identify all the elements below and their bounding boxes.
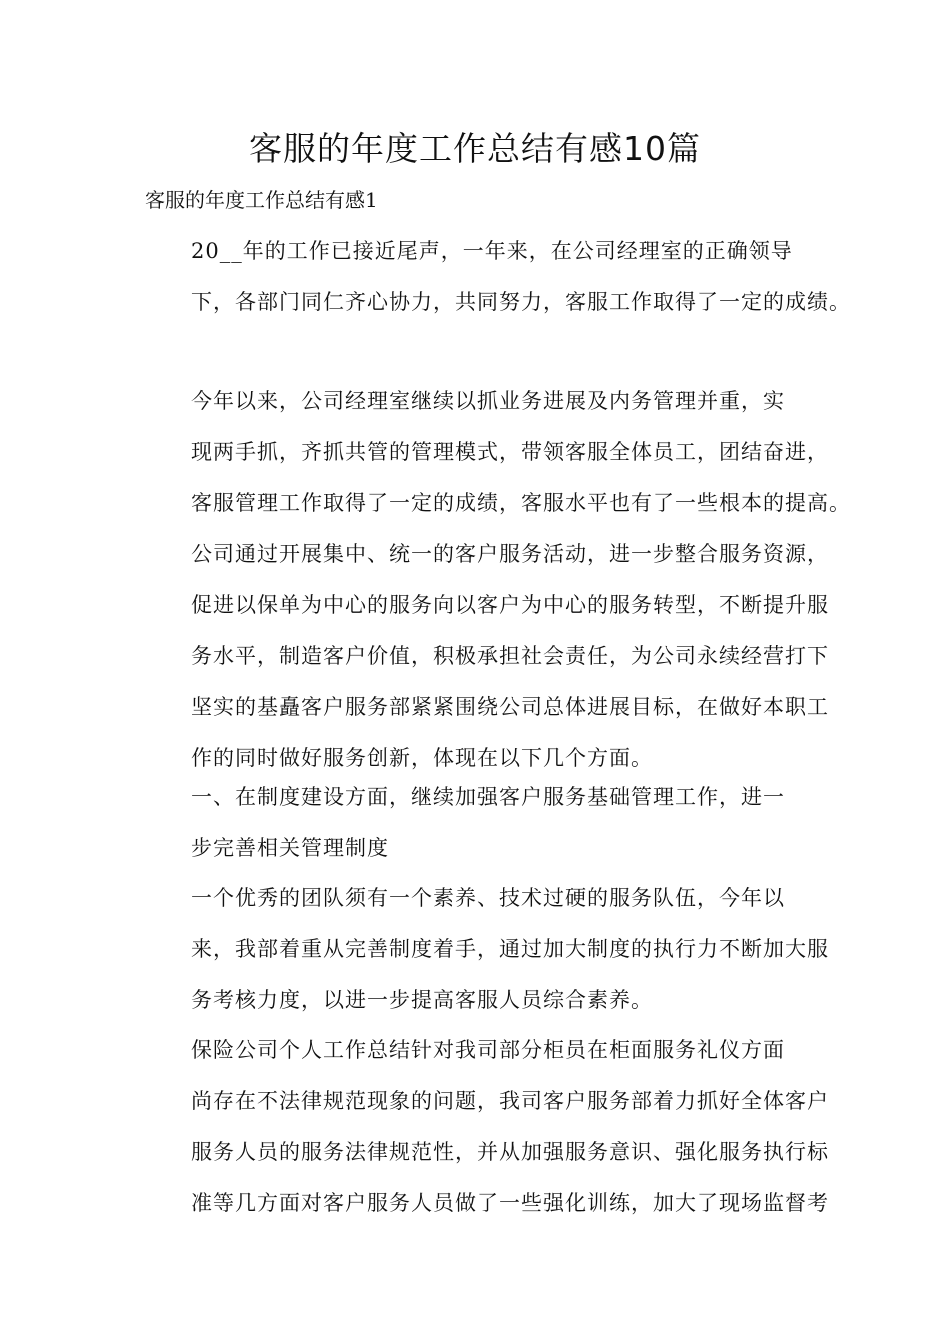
paragraph-etiquette — [145, 1025, 829, 1229]
paragraph-line: 一个优秀的团队须有一个素养、技术过硬的服务队伍，今年以 — [191, 886, 785, 910]
paragraph-line: 作的同时做好服务创新，体现在以下几个方面。 — [191, 746, 653, 770]
paragraph-line: 现两手抓，齐抓共管的管理模式，带领客服全体员工，团结奋进， — [191, 440, 829, 464]
paragraph-line: 客服管理工作取得了一定的成绩，客服水平也有了一些根本的提高。 — [191, 491, 851, 515]
document-title: 客服的年度工作总结有感10篇 — [249, 129, 701, 168]
paragraph-line: 坚实的基矗客户服务部紧紧围绕公司总体进展目标，在做好本职工 — [191, 695, 829, 719]
paragraph-line: 一、在制度建设方面，继续加强客户服务基础管理工作，进一 — [191, 785, 785, 809]
paragraph-line: 20__年的工作已接近尾声，一年来，在公司经理室的正确领导 — [191, 239, 793, 263]
paragraph-line: 步完善相关管理制度 — [191, 836, 389, 860]
paragraph-team — [145, 873, 829, 1026]
paragraph-line: 尚存在不法律规范现象的问题，我司客户服务部着力抓好全体客户 — [191, 1089, 829, 1113]
paragraph-intro — [145, 226, 851, 328]
paragraph-section-heading — [145, 772, 825, 874]
paragraph-line: 促进以保单为中心的服务向以客户为中心的服务转型，不断提升服 — [191, 593, 829, 617]
paragraph-line: 公司通过开展集中、统一的客户服务活动，进一步整合服务资源， — [191, 542, 829, 566]
paragraph-line: 保险公司个人工作总结针对我司部分柜员在柜面服务礼仪方面 — [191, 1038, 785, 1062]
paragraph-line: 来，我部着重从完善制度着手，通过加大制度的执行力不断加大服 — [191, 937, 829, 961]
paragraph-line: 今年以来，公司经理室继续以抓业务进展及内务管理并重，实 — [191, 389, 785, 413]
paragraph-line: 务考核力度，以进一步提高客服人员综合素养。 — [191, 988, 653, 1012]
paragraph-line: 务水平，制造客户价值，积极承担社会责任，为公司永续经营打下 — [191, 644, 829, 668]
paragraph-line: 下，各部门同仁齐心协力，共同努力，客服工作取得了一定的成绩。 — [191, 290, 851, 314]
section-subtitle: 客服的年度工作总结有感1 — [145, 188, 378, 212]
paragraph-line: 准等几方面对客户服务人员做了一些强化训练，加大了现场监督考 — [191, 1191, 829, 1215]
paragraph-overview — [145, 376, 851, 784]
paragraph-line: 服务人员的服务法律规范性，并从加强服务意识、强化服务执行标 — [191, 1140, 829, 1164]
